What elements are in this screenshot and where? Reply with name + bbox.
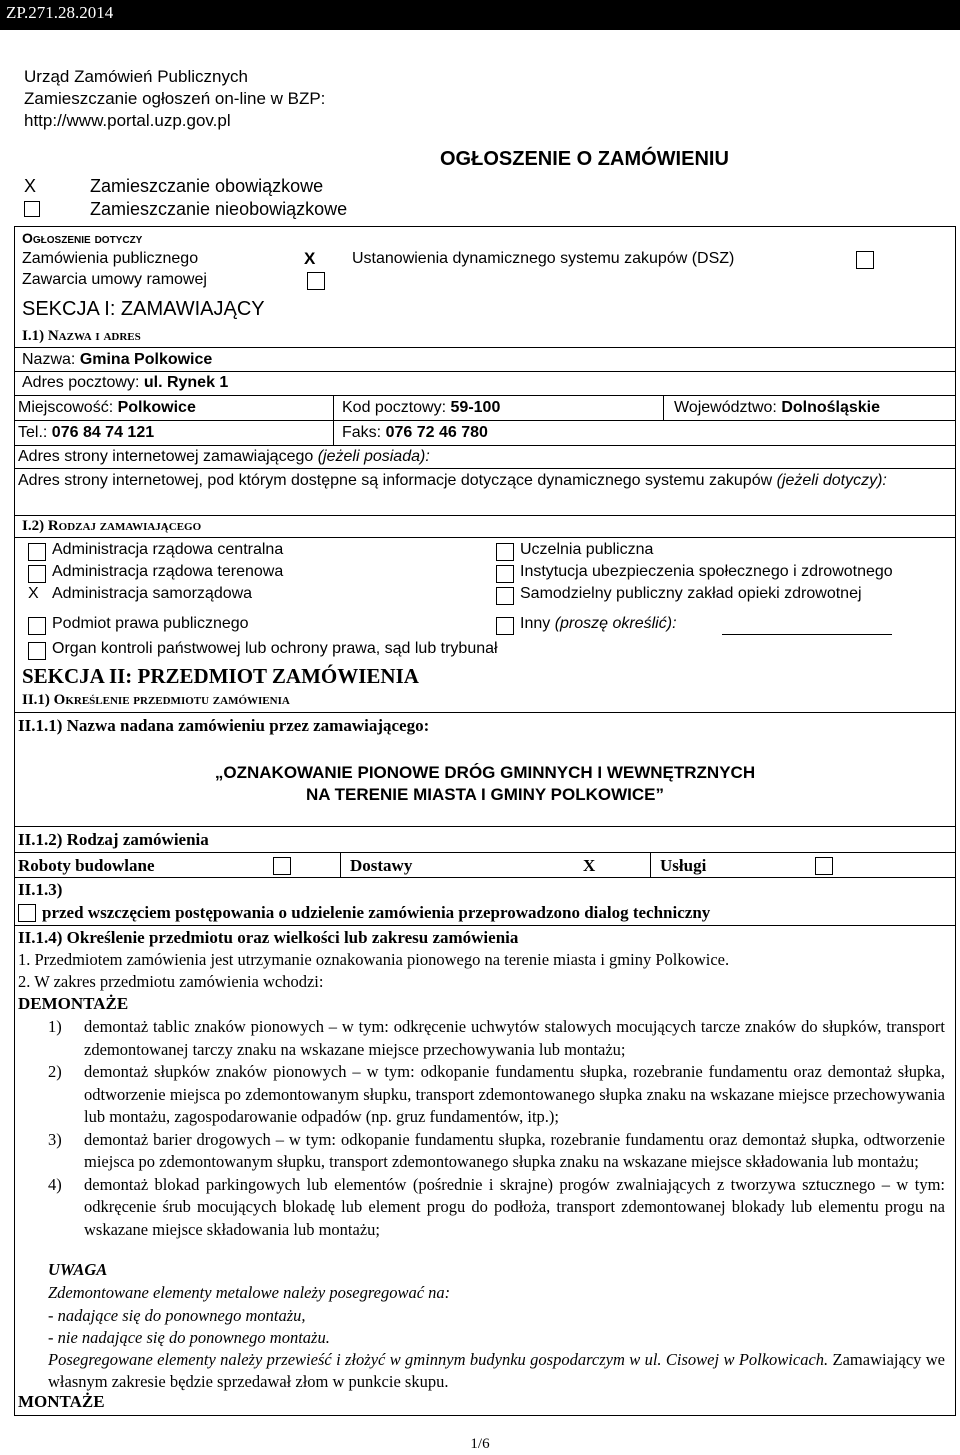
tel-label: Tel.: — [18, 424, 48, 441]
mandatory-mark: X — [24, 176, 37, 196]
order-type-heading: II.1.2) Rodzaj zamówienia — [18, 830, 209, 849]
notice-title: OGŁOSZENIE O ZAMÓWIENIU — [440, 148, 729, 170]
region-row — [674, 399, 880, 417]
type-central-label: Administracja rządowa centralna — [52, 541, 284, 558]
note-line: - nadające się do ponownego montażu, — [48, 1305, 306, 1325]
scope-heading: II.1.4) Określenie przedmiotu oraz wielkości lub zakresu zamówienia — [18, 928, 519, 947]
address-row — [22, 374, 228, 392]
section-2-1-heading: II.1) Określenie przedmiotu zamówienia — [22, 692, 290, 708]
type-regional-checkbox[interactable] — [28, 565, 46, 583]
dsz-checkbox[interactable] — [856, 251, 874, 269]
type-insurance-label: Instytucja ubezpieczenia społecznego i zdrowotnego — [520, 563, 893, 580]
fax-value: 076 72 46 780 — [385, 424, 488, 441]
name-label: Nazwa: — [22, 351, 76, 368]
note-heading: UWAGA — [48, 1260, 108, 1279]
dsz-label: Ustanowienia dynamicznego systemu zakupów (DSZ) — [352, 250, 735, 267]
public-order-mark: X — [304, 249, 316, 268]
type-public-law-checkbox[interactable] — [28, 617, 46, 635]
dsz-www-row — [18, 471, 928, 491]
dsz-www-label: Adres strony internetowej, pod którym dostępne są informacje dotyczące dynamicznego systemu zakupów — [18, 472, 773, 489]
dialog-label: przed wszczęciem postępowania o udzielenie zamówienia przeprowadzono dialog techniczny — [42, 903, 711, 922]
dsz-www-note: (jeżeli dotyczy): — [776, 472, 887, 489]
scope-paragraph-1: 1. Przedmiotem zamówienia jest utrzymanie oznakowania pionowego na terenie miasta i gminy Polkowice. — [18, 950, 730, 969]
order-name-label: II.1.1) Nazwa nadana zamówieniu przez zamawiającego: — [18, 716, 430, 735]
type-public-law-label: Podmiot prawa publicznego — [52, 615, 249, 632]
note-paragraph-italic: Posegregowane elementy należy przewieść i złożyć w gminnym budynku gospodarczym w ul. Cisowej w Polkowicach. — [48, 1350, 829, 1369]
tel-row — [18, 424, 154, 442]
address-label: Adres pocztowy: — [22, 374, 140, 391]
type-university-label: Uczelnia publiczna — [520, 541, 654, 558]
list-item-number: 1) — [48, 1017, 62, 1036]
section-1-title: SEKCJA I: ZAMAWIAJĄCY — [22, 298, 265, 320]
document-reference-bar — [0, 0, 960, 30]
name-value: Gmina Polkowice — [79, 351, 213, 368]
dismantle-list — [48, 1016, 945, 1241]
list-item-text: demontaż tablic znaków pionowych – w tym: odkręcenie uchwytów stalowych mocujących tarcze znaków do słupków, transport zdemontowanej tarczy znaku na wskazane miejsce przechowywania lub montażu; — [84, 1017, 945, 1059]
note-line: Zdemontowane elementy metalowe należy posegregować na: — [48, 1283, 451, 1302]
city-value: Polkowice — [117, 399, 196, 416]
note-lines — [48, 1282, 450, 1350]
optional-checkbox[interactable] — [24, 201, 40, 217]
page-number: 1/6 — [470, 1436, 490, 1452]
postal-value: 59-100 — [450, 399, 501, 416]
section-2-title: SEKCJA II: PRZEDMIOT ZAMÓWIENIA — [22, 664, 419, 688]
region-label: Województwo: — [674, 399, 777, 416]
services-label: Usługi — [660, 856, 707, 875]
publisher-info — [24, 66, 325, 132]
order-name-line: „OZNAKOWANIE PIONOWE DRÓG GMINNYCH I WEWNĘTRZNYCH — [214, 763, 756, 782]
optional-label: Zamieszczanie nieobowiązkowe — [90, 199, 348, 219]
list-item-text: demontaż słupków znaków pionowych – w tym: odkopanie fundamentu słupka, rozebranie fundamentu oraz demontaż słupka, odtworzenie miejsca po zdemontowanym słupku, transport zdemontowanego słupka znaku na wskazane miejsce przechowywania lub montażu, zagospodarowanie odpadów (np. gruz fundamentów, itp.); — [84, 1062, 945, 1126]
framework-label: Zawarcia umowy ramowej — [22, 271, 207, 288]
postal-label: Kod pocztowy: — [342, 399, 447, 416]
tel-value: 076 84 74 121 — [51, 424, 155, 441]
city-row — [18, 399, 196, 417]
note-line: - nie nadające się do ponownego montażu. — [48, 1328, 330, 1347]
type-control-organ-label: Organ kontroli państwowej lub ochrony prawa, sąd lub trybunał — [52, 640, 498, 657]
type-local-mark: X — [28, 585, 39, 602]
document-reference: ZP.271.28.2014 — [6, 3, 114, 22]
works-label: Roboty budowlane — [18, 856, 155, 875]
supplies-mark: X — [583, 856, 596, 875]
name-row — [22, 351, 212, 369]
services-checkbox[interactable] — [815, 857, 833, 875]
mandatory-label: Zamieszczanie obowiązkowe — [90, 176, 324, 196]
address-value: ul. Rynek 1 — [143, 374, 229, 391]
fax-label: Faks: — [342, 424, 382, 441]
region-value: Dolnośląskie — [781, 399, 881, 416]
concerns-label: Ogłoszenie dotyczy — [22, 230, 143, 246]
type-healthcare-label: Samodzielny publiczny zakład opieki zdrowotnej — [520, 585, 862, 602]
dismantle-heading: DEMONTAŻE — [18, 994, 129, 1013]
publisher-url: http://www.portal.uzp.gov.pl — [24, 111, 231, 130]
list-item — [48, 1129, 945, 1174]
publisher-line: Urząd Zamówień Publicznych — [24, 67, 248, 86]
list-item-text: demontaż barier drogowych – w tym: odkopanie fundamentu słupka, rozebranie fundamentu oraz demontaż słupka, odtworzenie miejsca po zdemontowanym słupku, transport zdemontowanego słupka znaku na wskazane miejsce składowania lub montażu; — [84, 1129, 945, 1171]
type-healthcare-checkbox[interactable] — [496, 587, 514, 605]
www-note: (jeżeli posiada): — [317, 448, 430, 465]
type-insurance-checkbox[interactable] — [496, 565, 514, 583]
city-label: Miejscowość: — [18, 399, 114, 416]
type-control-organ-checkbox[interactable] — [28, 642, 46, 660]
framework-checkbox[interactable] — [307, 272, 325, 290]
order-name-line: NA TERENIE MIASTA I GMINY POLKOWICE” — [306, 785, 664, 804]
list-item — [48, 1061, 945, 1129]
list-item-number: 2) — [48, 1062, 62, 1081]
type-local-label: Administracja samorządowa — [52, 585, 253, 602]
type-other-row — [520, 615, 677, 633]
type-other-note: (proszę określić): — [554, 615, 677, 632]
fax-row — [342, 424, 488, 442]
note-paragraph — [48, 1349, 945, 1393]
note-paragraph-normal: Zamawiający we własnym zakresie będzie sprzedawał złom w punkcie skupu. — [48, 1350, 945, 1391]
list-item-number: 4) — [48, 1174, 62, 1194]
list-item-text: demontaż blokad parkingowych lub elementów (pośrednie i skrajne) progów zwalniających z tworzywa sztucznego – w tym: odkręcenie śrub mocujących blokadę lub element progu do podłoża, transport zdemontowanej blokady lub elementu progu na wskazane miejsce składowania lub montażu; — [84, 1174, 945, 1239]
scope-paragraph-2: 2. W zakres przedmiotu zamówienia wchodzi: — [18, 972, 324, 991]
publisher-line: Zamieszczanie ogłoszeń on-line w BZP: — [24, 89, 326, 108]
type-university-checkbox[interactable] — [496, 543, 514, 561]
list-item-number: 3) — [48, 1129, 62, 1149]
section-1-2-heading: I.2) Rodzaj zamawiającego — [22, 518, 202, 534]
dialog-heading: II.1.3) — [18, 880, 63, 899]
www-row — [18, 448, 430, 466]
public-order-label: Zamówienia publicznego — [22, 250, 199, 267]
order-name — [14, 762, 956, 806]
other-type-line[interactable] — [722, 634, 892, 635]
type-central-checkbox[interactable] — [28, 543, 46, 561]
dialog-checkbox[interactable] — [18, 904, 36, 922]
section-1-1-heading: I.1) Nazwa i adres — [22, 328, 141, 344]
type-other-checkbox[interactable] — [496, 617, 514, 635]
supplies-label: Dostawy — [350, 856, 413, 875]
list-item — [48, 1016, 945, 1061]
type-regional-label: Administracja rządowa terenowa — [52, 563, 284, 580]
list-item — [48, 1174, 945, 1242]
type-other-label: Inny — [520, 615, 551, 632]
postal-row — [342, 399, 500, 417]
assembly-heading: MONTAŻE — [18, 1392, 105, 1411]
works-checkbox[interactable] — [273, 857, 291, 875]
www-label: Adres strony internetowej zamawiającego — [18, 448, 314, 465]
